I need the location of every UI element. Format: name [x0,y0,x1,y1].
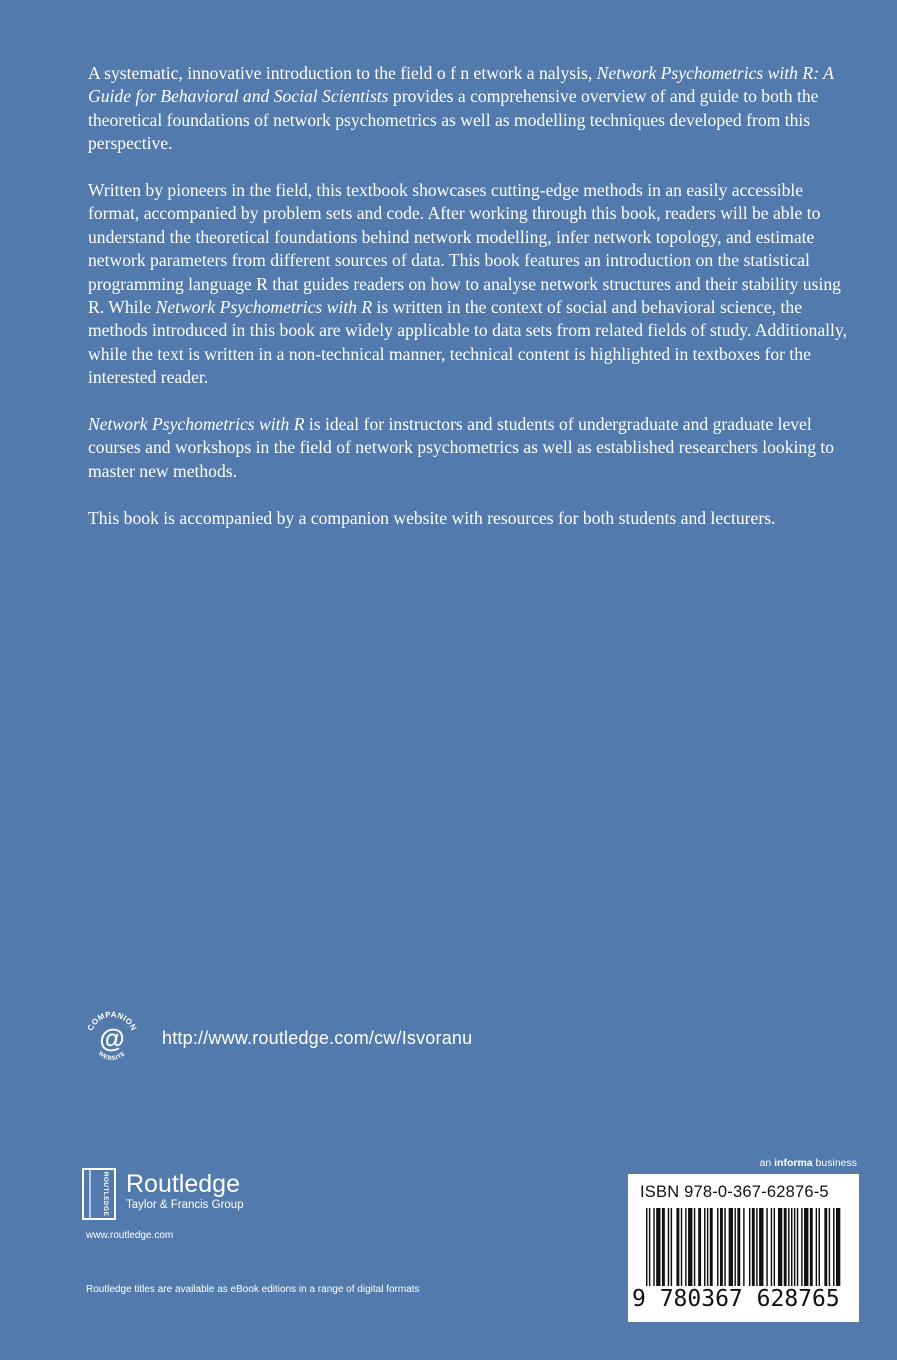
isbn-label: ISBN 978-0-367-62876-5 [640,1183,829,1201]
blurb-paragraph-4: This book is accompanied by a companion website with resources for both students and lecturers. [88,507,776,528]
barcode-bar [801,1208,802,1286]
barcode-bar [810,1208,813,1286]
barcode-bar [788,1208,789,1286]
barcode-bar [734,1208,735,1286]
routledge-vertical-wordmark: ROUTLEDGE [102,1171,109,1217]
barcode-bar [791,1208,792,1286]
book-title-italic: Network Psychometrics with R [88,414,305,435]
at-symbol: @ [99,1023,125,1053]
blurb-text: Written by pioneers in the field, this textbook showcases cutting-edge methods in an easily accessible format, accompanied by problem sets and code. After working through this book, readers will be able to understand the theoretical foundations behind network modelling, infer network topology, and estimate network parameters from different sources of data. This book features an introduction on the statistical programming language R that guides readers on how to analyse network structures and their stability using R. While [88,180,841,318]
book-title-italic: Network Psychometrics with R: A Guide for Behavioral and Social Scientists [88,63,834,107]
barcode-bar [646,1208,647,1286]
barcode-bar [717,1208,718,1286]
barcode-bar [724,1208,725,1286]
barcode-bar [649,1208,650,1286]
back-cover-blurb [88,62,848,553]
barcode-bar [836,1208,840,1286]
badge-bottom-text: WEBSITE [96,1050,128,1063]
informa-business-tag [760,1157,857,1169]
barcode-bar [681,1208,682,1286]
blurb-paragraph-2 [88,179,848,390]
barcode-bar [833,1208,834,1286]
publisher-name: Routledge [126,1170,240,1198]
informa-suffix: business [812,1157,857,1169]
barcode-bar [743,1208,744,1286]
barcode-bar [685,1208,686,1286]
barcode-bar [778,1208,782,1286]
barcode-bar [662,1208,665,1286]
barcode-bar [784,1208,787,1286]
blurb-text: is ideal for instructors and students of undergraduate and graduate level courses and workshops in the field of network psychometrics as well as established researchers looking to master new methods. [88,414,835,481]
barcode-bar [804,1208,808,1286]
badge-top-text: COMPANION [85,1009,139,1033]
companion-website-url[interactable]: http://www.routledge.com/cw/Isvoranu [162,1027,473,1048]
barcode-bar [710,1208,713,1286]
companion-website-icon [82,1008,142,1068]
barcode-bar [653,1208,654,1286]
barcode-bar [704,1208,705,1286]
book-title-italic: Network Psychometrics with R [155,297,373,318]
publisher-logo [82,1168,244,1220]
barcode-bar [737,1208,740,1286]
barcode-bar [676,1208,679,1286]
blurb-text: A systematic, innovative introduction to the field o f n etwork a nalysis, [88,63,597,83]
barcode-bar [707,1208,708,1286]
isbn-digits: 9 780367 628765 [632,1286,840,1312]
barcode-bar [698,1208,701,1286]
barcode-bar [668,1208,669,1286]
isbn-barcode-box [628,1174,859,1322]
barcode-bar [819,1208,820,1286]
publisher-website[interactable]: www.routledge.com [86,1230,174,1241]
barcode-bar [688,1208,692,1286]
blurb-text: is written in the context of social and behavioral science, the methods introduced in this book are widely applicable to data sets from related fields of study. Additionally, while the text is written in a non-technical manner, technical content is highlighted in textboxes for the interested reader. [88,297,847,388]
barcode-bar [816,1208,817,1286]
barcode-bar [824,1208,827,1286]
barcode-bar [766,1208,767,1286]
barcode-bar [752,1208,755,1286]
routledge-logo-icon [82,1168,116,1220]
barcode-bar [729,1208,733,1286]
barcode-bar [774,1208,775,1286]
companion-website [82,1008,472,1068]
barcode-bar [671,1208,672,1286]
publisher-group: Taylor & Francis Group [126,1199,244,1211]
barcode-bar [756,1208,757,1286]
informa-brand: informa [774,1157,813,1169]
barcode-bar [771,1208,772,1286]
barcode-bar [797,1208,798,1286]
barcode-bar [694,1208,695,1286]
barcode-bar [720,1208,723,1286]
barcode-bar [759,1208,763,1286]
ebook-note: Routledge titles are available as eBook editions in a range of digital formats [86,1284,420,1295]
blurb-text: provides a comprehensive overview of and guide to both the theoretical foundations of network psychometrics as well as modelling techniques developed from this perspective. [88,86,819,154]
barcode-icon [646,1208,842,1288]
barcode-bar [829,1208,830,1286]
barcode-bar [656,1208,660,1286]
blurb-paragraph-1 [88,62,848,156]
informa-prefix: an [759,1157,775,1169]
blurb-paragraph-3 [88,413,848,483]
barcode-bar [794,1208,795,1286]
barcode-bar [749,1208,750,1286]
